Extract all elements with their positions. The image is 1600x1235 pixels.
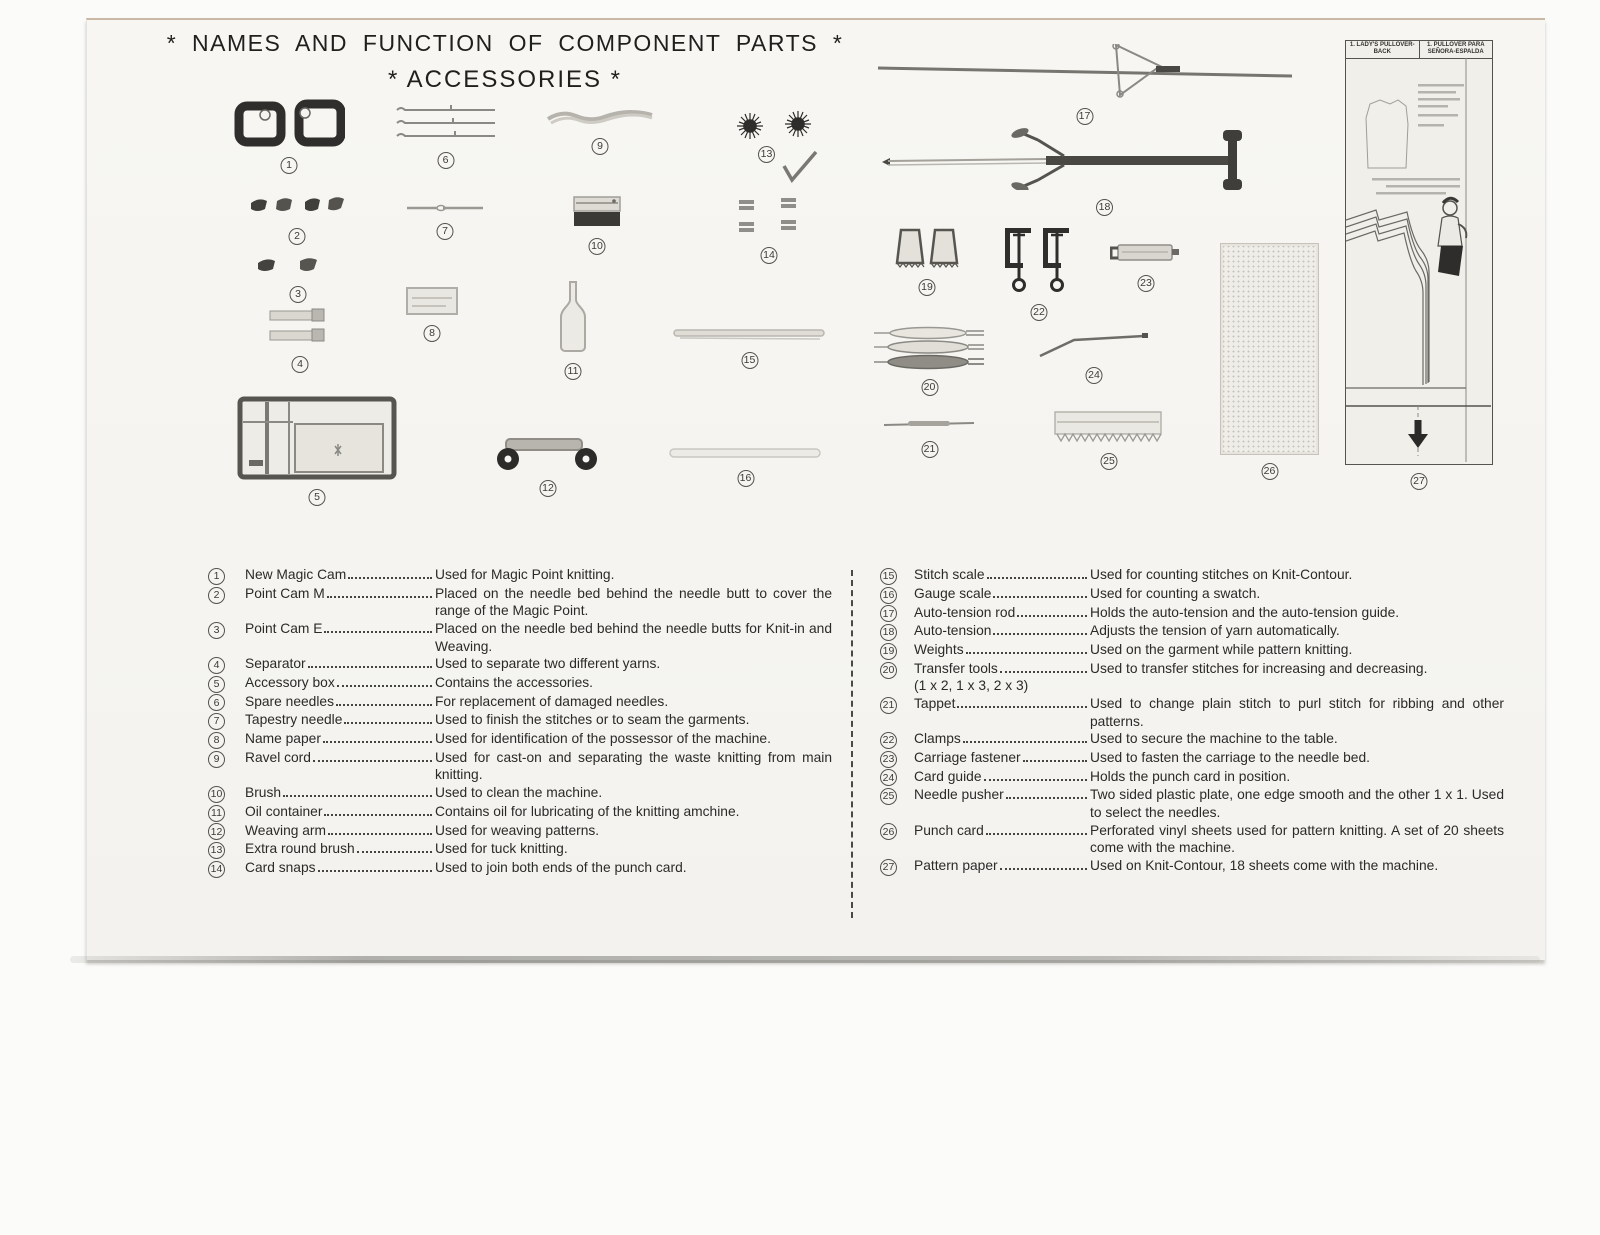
gauge-scale-sketch	[668, 445, 823, 461]
figure-new-magic-cam	[233, 98, 345, 172]
pattern-paper-header-right: 1. PULLOVER PARA SEÑORA-ESPALDA	[1426, 42, 1485, 55]
card-guide-sketch	[1038, 330, 1150, 358]
figure-number: 25	[1101, 453, 1118, 470]
parts-entry	[208, 859, 832, 878]
parts-entry	[208, 655, 832, 674]
parts-entry	[208, 693, 832, 712]
item-description: Used to fasten the carriage to the needle bed.	[1090, 749, 1370, 765]
dot-leader	[1006, 797, 1087, 799]
tapestry-needle-sketch	[405, 202, 485, 214]
dot-leader	[984, 779, 1088, 781]
item-description: Used to secure the machine to the table.	[1090, 731, 1338, 747]
figure-number: 17	[1076, 108, 1093, 125]
parts-entry	[880, 822, 1504, 857]
figure-extra-round-brush	[728, 110, 820, 190]
weights-sketch	[893, 225, 961, 270]
item-number-badge: 11	[208, 805, 225, 822]
figure-stitch-scale	[672, 325, 827, 367]
item-name: Stitch scale	[914, 567, 985, 582]
dot-leader	[327, 596, 432, 598]
item-description: Used to clean the machine.	[435, 785, 603, 801]
item-name: Extra round brush	[245, 841, 355, 857]
item-description: Used to finish the stitches or to seam the garments.	[435, 712, 750, 728]
item-name: Punch card	[914, 822, 984, 838]
parts-list-right	[880, 566, 1504, 876]
item-name: Carriage fastener	[914, 749, 1021, 765]
figure-accessory-box	[237, 396, 397, 504]
item-name: Tappet	[914, 695, 956, 711]
figure-punch-card	[1220, 243, 1319, 478]
item-description: Used for Magic Point knitting.	[435, 567, 615, 582]
dot-leader	[957, 706, 1087, 708]
parts-entry	[208, 749, 832, 784]
figure-number: 3	[290, 286, 307, 303]
item-number-badge: 15	[880, 568, 897, 585]
auto-tension-rod-sketch	[872, 44, 1297, 99]
parts-entry	[208, 840, 832, 859]
item-name: Pattern paper	[914, 857, 998, 873]
figure-number: 27	[1411, 473, 1428, 490]
item-name: Weaving arm	[245, 822, 327, 838]
item-name: Transfer tools	[914, 660, 998, 676]
separator-sketch	[266, 305, 334, 347]
figure-card-snaps	[733, 196, 805, 262]
card-snaps-sketch	[733, 196, 805, 238]
column-divider	[851, 570, 853, 918]
parts-entry	[880, 660, 1504, 695]
tappet-sketch	[882, 416, 977, 432]
item-number-badge: 17	[880, 605, 897, 622]
item-description: Used to change plain stitch to purl stitch for ribbing and other patterns.	[1090, 695, 1504, 729]
figure-number: 22	[1031, 304, 1048, 321]
figure-separator	[266, 305, 334, 371]
auto-tension-sketch	[878, 128, 1248, 190]
dot-leader	[966, 652, 1087, 654]
dot-leader	[1000, 868, 1087, 870]
figure-clamps	[1003, 225, 1075, 319]
item-description: Placed on the needle bed behind the needle butts for Knit-in and Weaving.	[435, 620, 832, 654]
item-name: Oil container	[245, 803, 323, 819]
figure-point-cam-m	[247, 195, 347, 243]
item-name: Separator	[245, 656, 306, 672]
figure-tappet	[882, 416, 977, 456]
dot-leader	[993, 596, 1087, 598]
item-name: Accessory box	[245, 674, 335, 690]
item-description: Placed on the needle bed behind the needle butt to cover the range of the Magic Point.	[435, 585, 832, 619]
item-description: Used for weaving patterns.	[435, 822, 600, 838]
pattern-paper-header-left: 1. LADY'S PULLOVER-BACK	[1346, 41, 1420, 58]
item-number-badge: 2	[208, 587, 225, 604]
spare-needles-sketch	[393, 103, 498, 143]
figure-brush	[572, 195, 622, 253]
item-description: Used for identification of the possessor of the machine.	[435, 731, 771, 747]
item-name: Ravel cord	[245, 749, 311, 765]
item-name: Auto-tension rod	[914, 604, 1016, 620]
dot-leader	[308, 666, 432, 668]
dot-leader	[313, 760, 432, 762]
needle-pusher-sketch	[1053, 410, 1165, 444]
parts-entry	[880, 622, 1504, 641]
item-description: Contains oil for lubricating of the knitting amchine.	[435, 803, 740, 819]
item-number-badge: 26	[880, 823, 897, 840]
figure-ravel-cord	[545, 107, 655, 153]
item-name: Point Cam E	[245, 620, 323, 636]
page-subtitle: * ACCESSORIES *	[387, 66, 623, 93]
dot-leader	[348, 577, 432, 579]
item-description: Used to transfer stitches for increasing and decreasing.	[1090, 660, 1428, 676]
item-description: Used for counting a swatch.	[1090, 585, 1261, 601]
parts-entry	[208, 822, 832, 841]
item-number-badge: 20	[880, 662, 897, 679]
dot-leader	[993, 633, 1087, 635]
item-name-variants: (1 x 2, 1 x 3, 2 x 3)	[914, 678, 1029, 694]
figure-number: 9	[592, 138, 609, 155]
figure-number: 23	[1138, 275, 1155, 292]
parts-entry	[880, 749, 1504, 768]
figure-oil-container	[553, 280, 593, 378]
item-description: Used for counting stitches on Knit-Contour.	[1090, 567, 1353, 582]
figure-number: 12	[540, 480, 557, 497]
item-number-badge: 7	[208, 713, 225, 730]
parts-entry	[880, 604, 1504, 623]
figure-weights	[893, 225, 961, 294]
dot-leader	[328, 833, 432, 835]
item-description: Used on Knit-Contour, 18 sheets come with the machine.	[1090, 857, 1439, 873]
item-number-badge: 5	[208, 676, 225, 693]
figure-transfer-tools	[872, 325, 987, 394]
item-description: Used to separate two different yarns.	[435, 656, 661, 672]
figure-point-cam-e	[252, 255, 344, 301]
item-name: Card guide	[914, 768, 982, 784]
dot-leader	[963, 741, 1087, 743]
parts-entry	[208, 803, 832, 822]
figure-needle-pusher	[1053, 410, 1165, 468]
item-description: Holds the auto-tension and the auto-tension guide.	[1090, 604, 1400, 620]
item-name: Weights	[914, 642, 964, 657]
item-description: Adjusts the tension of yarn automatically.	[1090, 623, 1340, 639]
parts-entry	[208, 585, 832, 620]
carriage-fastener-sketch	[1110, 240, 1182, 266]
parts-entry	[880, 641, 1504, 660]
figure-number: 2	[289, 228, 306, 245]
item-description: Used for tuck knitting.	[435, 841, 568, 857]
figure-number: 18	[1096, 199, 1113, 216]
figure-number: 8	[424, 325, 441, 342]
parts-entry	[208, 674, 832, 693]
item-number-badge: 27	[880, 859, 897, 876]
item-number-badge: 21	[880, 697, 897, 714]
item-name: New Magic Cam	[245, 567, 347, 582]
dot-leader	[323, 741, 432, 743]
pattern-paper-sketch	[1346, 58, 1491, 462]
item-number-badge: 16	[880, 587, 897, 604]
figure-number: 6	[437, 152, 454, 169]
dot-leader	[324, 814, 432, 816]
figure-card-guide	[1038, 330, 1150, 382]
item-number-badge: 24	[880, 769, 897, 786]
figure-number: 26	[1261, 463, 1278, 480]
figure-carriage-fastener	[1110, 240, 1182, 290]
stitch-scale-sketch	[672, 325, 827, 343]
accessory-box-sketch	[237, 396, 397, 480]
dot-leader	[357, 851, 432, 853]
figure-weaving-arm	[492, 435, 604, 495]
figure-number: 13	[758, 146, 775, 163]
item-number-badge: 23	[880, 751, 897, 768]
dot-leader	[986, 833, 1087, 835]
item-description: Perforated vinyl sheets used for pattern knitting. A set of 20 sheets come with the machine.	[1090, 822, 1504, 856]
figure-tapestry-needle	[405, 202, 485, 238]
point-cam-e-sketch	[252, 255, 344, 277]
item-description: Contains the accessories.	[435, 674, 593, 690]
figure-gauge-scale	[668, 445, 823, 485]
dot-leader	[324, 631, 432, 633]
item-description: For replacement of damaged needles.	[435, 693, 669, 709]
figure-number: 10	[589, 238, 606, 255]
item-name: Point Cam M	[245, 585, 325, 601]
parts-entry	[208, 711, 832, 730]
parts-entry	[880, 768, 1504, 787]
parts-entry	[880, 566, 1504, 585]
page-header	[120, 30, 890, 94]
item-description: Used to join both ends of the punch card.	[435, 860, 687, 876]
parts-entry	[880, 786, 1504, 821]
item-name: Needle pusher	[914, 787, 1004, 803]
item-number-badge: 18	[880, 624, 897, 641]
item-number-badge: 1	[208, 568, 225, 585]
item-name: Name paper	[245, 731, 321, 747]
point-cam-m-sketch	[247, 195, 347, 219]
item-number-badge: 6	[208, 694, 225, 711]
item-number-badge: 8	[208, 732, 225, 749]
name-paper-sketch	[406, 286, 458, 316]
page-title: * NAMES AND FUNCTION OF COMPONENT PARTS *	[166, 30, 844, 56]
brush-sketch	[572, 195, 622, 229]
figure-number: 11	[565, 363, 582, 380]
figure-number: 14	[761, 247, 778, 264]
item-name: Card snaps	[245, 860, 316, 876]
figure-spare-needles	[393, 103, 498, 167]
figure-number: 19	[919, 279, 936, 296]
parts-entry	[208, 620, 832, 655]
item-number-badge: 22	[880, 732, 897, 749]
figure-auto-tension-rod	[872, 44, 1297, 123]
figure-number: 5	[309, 489, 326, 506]
dot-leader	[1017, 615, 1087, 617]
item-description: Used on the garment while pattern knitting.	[1090, 642, 1353, 657]
item-name: Auto-tension	[914, 623, 992, 639]
figure-number: 21	[921, 441, 938, 458]
figure-auto-tension	[878, 128, 1248, 214]
new-magic-cam-sketch	[233, 98, 345, 148]
figure-number: 4	[292, 356, 309, 373]
figure-number: 24	[1086, 367, 1103, 384]
figure-number: 15	[741, 352, 758, 369]
item-name: Clamps	[914, 731, 961, 747]
item-name: Gauge scale	[914, 585, 992, 601]
item-name: Spare needles	[245, 693, 334, 709]
item-name: Brush	[245, 785, 282, 801]
dot-leader	[1000, 671, 1087, 673]
item-number-badge: 10	[208, 786, 225, 803]
dot-leader	[987, 577, 1087, 579]
pattern-paper-header	[1346, 41, 1492, 59]
clamps-sketch	[1003, 225, 1075, 295]
parts-entry	[880, 857, 1504, 876]
item-name: Tapestry needle	[245, 712, 343, 728]
item-number-badge: 12	[208, 823, 225, 840]
transfer-tools-sketch	[872, 325, 987, 370]
dot-leader	[283, 795, 432, 797]
dot-leader	[1023, 760, 1087, 762]
parts-entry	[208, 784, 832, 803]
parts-entry	[208, 566, 832, 585]
figure-name-paper	[406, 286, 458, 340]
item-number-badge: 13	[208, 842, 225, 859]
item-number-badge: 25	[880, 788, 897, 805]
oil-container-sketch	[553, 280, 593, 354]
ravel-cord-sketch	[545, 107, 655, 129]
item-description: Used for cast-on and separating the waste knitting from main knitting.	[435, 749, 832, 783]
parts-entry	[880, 585, 1504, 604]
item-description: Holds the punch card in position.	[1090, 768, 1291, 784]
parts-list-left	[208, 566, 832, 878]
item-number-badge: 9	[208, 751, 225, 768]
parts-entry	[208, 730, 832, 749]
dot-leader	[318, 870, 432, 872]
weaving-arm-sketch	[492, 435, 604, 471]
figure-number: 16	[737, 470, 754, 487]
dot-leader	[337, 685, 432, 687]
parts-entry	[880, 730, 1504, 749]
figure-number: 7	[437, 223, 454, 240]
item-number-badge: 3	[208, 622, 225, 639]
item-number-badge: 4	[208, 657, 225, 674]
dot-leader	[336, 704, 432, 706]
item-description: Two sided plastic plate, one edge smooth and the other 1 x 1. Used to select the needles.	[1090, 787, 1504, 820]
figure-number: 20	[921, 379, 938, 396]
figure-number: 1	[281, 157, 298, 174]
item-number-badge: 14	[208, 861, 225, 878]
dot-leader	[344, 722, 432, 724]
page-bottom-shadow	[70, 956, 1540, 963]
parts-entry	[880, 695, 1504, 730]
figure-pattern-paper	[1345, 40, 1493, 488]
item-number-badge: 19	[880, 643, 897, 660]
